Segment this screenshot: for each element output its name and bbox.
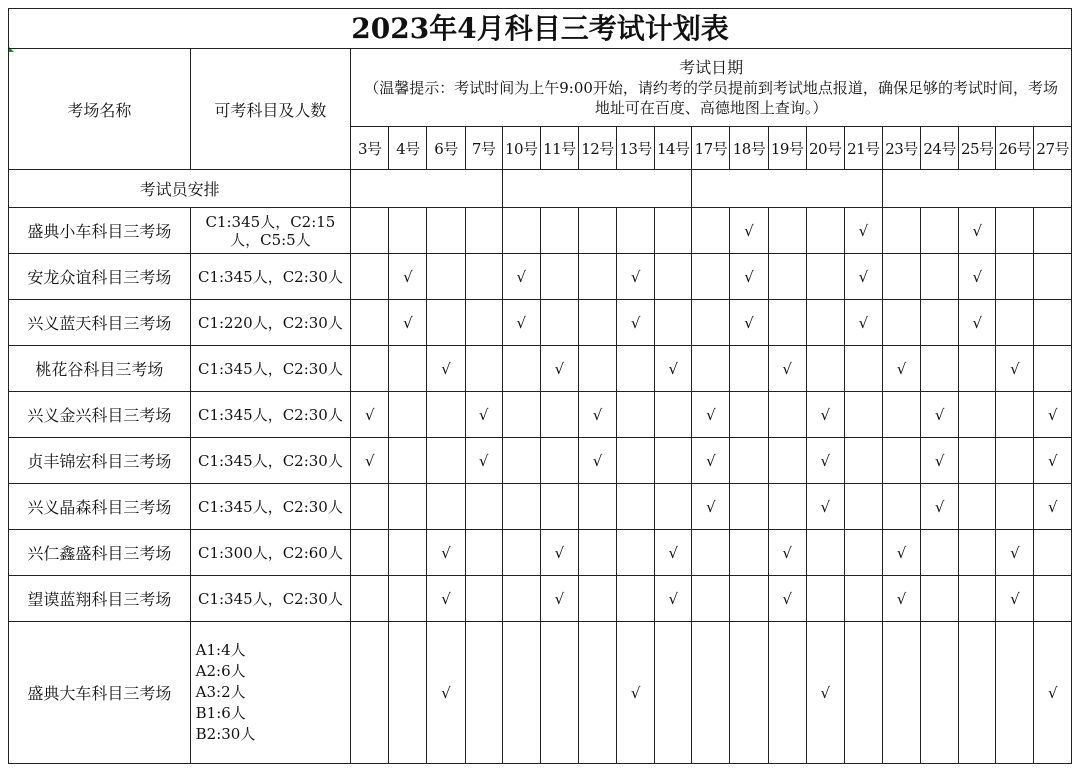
exam-day-empty [959, 576, 996, 622]
exam-day-empty [730, 346, 768, 392]
exam-day-check: √ [1034, 484, 1072, 530]
exam-day-check: √ [959, 208, 996, 254]
exam-day-check: √ [502, 300, 540, 346]
exam-day-empty [617, 208, 655, 254]
exam-day-check: √ [996, 576, 1034, 622]
exam-day-empty [427, 300, 465, 346]
exam-day-empty [844, 392, 882, 438]
exam-day-check: √ [540, 576, 578, 622]
exam-day-empty [465, 622, 502, 764]
exam-day-empty [692, 300, 730, 346]
exam-day-empty [540, 438, 578, 484]
exam-day-empty [692, 576, 730, 622]
exam-day-empty [806, 346, 844, 392]
exam-day-empty [730, 484, 768, 530]
exam-day-empty [806, 208, 844, 254]
exam-day-empty [502, 484, 540, 530]
exam-day-empty [655, 208, 692, 254]
exam-day-empty [465, 576, 502, 622]
exam-day-check: √ [1034, 622, 1072, 764]
exam-day-empty [996, 208, 1034, 254]
exam-day-empty [768, 438, 806, 484]
exam-day-empty [921, 530, 959, 576]
exam-day-check: √ [655, 346, 692, 392]
venue-name: 盛典大车科目三考场 [9, 622, 191, 764]
exam-day-empty [655, 392, 692, 438]
exam-day-empty [540, 622, 578, 764]
exam-day-empty [692, 254, 730, 300]
exam-day-empty [882, 622, 920, 764]
exam-day-check: √ [351, 438, 389, 484]
exam-day-check: √ [996, 530, 1034, 576]
exam-day-empty [806, 254, 844, 300]
exam-day-check: √ [730, 254, 768, 300]
exam-day-empty [882, 208, 920, 254]
exam-day-empty [1034, 300, 1072, 346]
venue-name: 兴义晶森科目三考场 [9, 484, 191, 530]
exam-day-empty [655, 622, 692, 764]
exam-day-check: √ [768, 576, 806, 622]
exam-day-empty [768, 392, 806, 438]
venue-row [9, 530, 1072, 576]
venue-row [9, 392, 1072, 438]
exam-day-empty [502, 392, 540, 438]
exam-day-empty [1034, 346, 1072, 392]
exam-day-check: √ [617, 622, 655, 764]
venue-name: 盛典小车科目三考场 [9, 208, 191, 254]
exam-day-check: √ [844, 300, 882, 346]
exam-day-empty [389, 576, 427, 622]
exam-day-empty [578, 346, 616, 392]
exam-day-empty [768, 300, 806, 346]
exam-day-empty [617, 392, 655, 438]
exam-day-empty [502, 346, 540, 392]
exam-day-empty [1034, 254, 1072, 300]
venue-name: 桃花谷科目三考场 [9, 346, 191, 392]
exam-day-empty [844, 576, 882, 622]
exam-day-empty [959, 392, 996, 438]
exam-date-title: 考试日期 [679, 57, 744, 77]
exam-day-empty [882, 438, 920, 484]
exam-day-empty [768, 622, 806, 764]
exam-day-empty [427, 208, 465, 254]
examiner-row-label: 考试员安排 [9, 170, 351, 208]
exam-day-empty [389, 346, 427, 392]
exam-day-empty [389, 484, 427, 530]
venue-name: 贞丰锦宏科目三考场 [9, 438, 191, 484]
venue-row [9, 484, 1072, 530]
exam-day-check: √ [540, 346, 578, 392]
venue-row [9, 576, 1072, 622]
venue-row [9, 300, 1072, 346]
examiner-cell [502, 170, 692, 208]
exam-day-empty [617, 438, 655, 484]
examiner-cell [882, 170, 1071, 208]
exam-day-check: √ [617, 254, 655, 300]
subject-column-header: 可考科目及人数 [190, 49, 351, 170]
exam-day-empty [502, 622, 540, 764]
venue-subjects: C1:345人，C2:30人 [190, 576, 351, 622]
day-header: 13号 [617, 127, 655, 170]
subject-line: B2:30人 [195, 725, 256, 743]
exam-day-check: √ [730, 208, 768, 254]
exam-day-empty [389, 438, 427, 484]
subject-line: B1:6人 [195, 704, 246, 722]
exam-day-empty [844, 484, 882, 530]
day-header: 25号 [959, 127, 996, 170]
exam-day-empty [465, 530, 502, 576]
exam-day-empty [844, 622, 882, 764]
exam-day-empty [844, 530, 882, 576]
exam-day-empty [844, 438, 882, 484]
venue-row [9, 208, 1072, 254]
exam-day-check: √ [1034, 392, 1072, 438]
exam-day-empty [768, 254, 806, 300]
exam-day-empty [578, 208, 616, 254]
exam-day-empty [351, 300, 389, 346]
venue-name: 安龙众谊科目三考场 [9, 254, 191, 300]
exam-day-empty [578, 484, 616, 530]
venue-subjects: C1:300人，C2:60人 [190, 530, 351, 576]
exam-day-empty [806, 576, 844, 622]
exam-day-empty [996, 392, 1034, 438]
day-header: 3号 [351, 127, 389, 170]
venue-name: 兴仁鑫盛科目三考场 [9, 530, 191, 576]
exam-day-empty [692, 346, 730, 392]
exam-day-empty [730, 576, 768, 622]
exam-day-check: √ [921, 484, 959, 530]
exam-day-empty [351, 576, 389, 622]
exam-day-empty [921, 254, 959, 300]
venue-name: 兴义蓝天科目三考场 [9, 300, 191, 346]
venue-subjects: C1:345人，C2:30人 [190, 484, 351, 530]
day-header: 10号 [502, 127, 540, 170]
exam-day-empty [959, 530, 996, 576]
exam-day-empty [540, 300, 578, 346]
exam-day-empty [389, 622, 427, 764]
exam-day-empty [465, 484, 502, 530]
exam-day-empty [540, 392, 578, 438]
exam-day-empty [730, 622, 768, 764]
day-header: 12号 [578, 127, 616, 170]
exam-day-empty [578, 530, 616, 576]
exam-day-check: √ [427, 530, 465, 576]
exam-day-check: √ [768, 530, 806, 576]
examiner-cell [351, 170, 503, 208]
exam-day-empty [578, 300, 616, 346]
exam-day-empty [921, 576, 959, 622]
exam-day-empty [959, 346, 996, 392]
exam-day-check: √ [882, 530, 920, 576]
exam-day-empty [578, 622, 616, 764]
exam-day-empty [1034, 576, 1072, 622]
exam-day-empty [502, 576, 540, 622]
examiner-cell [692, 170, 883, 208]
exam-day-check: √ [578, 392, 616, 438]
exam-day-check: √ [806, 622, 844, 764]
exam-day-check: √ [996, 346, 1034, 392]
venue-subjects: C1:345人，C2:30人 [190, 254, 351, 300]
exam-day-empty [692, 622, 730, 764]
day-header: 26号 [996, 127, 1034, 170]
exam-day-empty [351, 622, 389, 764]
exam-day-empty [540, 484, 578, 530]
exam-day-empty [351, 530, 389, 576]
exam-day-empty [959, 438, 996, 484]
exam-day-check: √ [921, 438, 959, 484]
exam-day-check: √ [617, 300, 655, 346]
exam-day-empty [389, 208, 427, 254]
exam-day-empty [768, 484, 806, 530]
venue-subjects [190, 622, 351, 764]
exam-day-empty [502, 438, 540, 484]
venue-subjects: C1:345人，C2:30人 [190, 438, 351, 484]
exam-day-check: √ [730, 300, 768, 346]
venue-row [9, 346, 1072, 392]
exam-day-check: √ [959, 254, 996, 300]
exam-day-empty [882, 300, 920, 346]
venue-name: 兴义金兴科目三考场 [9, 392, 191, 438]
exam-day-empty [806, 300, 844, 346]
exam-day-empty [882, 484, 920, 530]
exam-day-empty [655, 254, 692, 300]
exam-day-empty [921, 622, 959, 764]
exam-day-empty [996, 300, 1034, 346]
venue-subjects: C1:220人，C2:30人 [190, 300, 351, 346]
exam-day-check: √ [578, 438, 616, 484]
exam-day-check: √ [389, 300, 427, 346]
exam-day-empty [578, 576, 616, 622]
day-header: 18号 [730, 127, 768, 170]
exam-day-check: √ [1034, 438, 1072, 484]
day-header: 20号 [806, 127, 844, 170]
day-header: 24号 [921, 127, 959, 170]
exam-day-empty [844, 346, 882, 392]
exam-date-header [351, 49, 1072, 127]
exam-day-empty [655, 438, 692, 484]
subject-line: A1:4人 [195, 641, 246, 659]
day-header: 21号 [844, 127, 882, 170]
venue-column-header: 考场名称 [9, 49, 191, 170]
exam-day-empty [655, 484, 692, 530]
exam-day-empty [540, 208, 578, 254]
exam-day-check: √ [465, 438, 502, 484]
exam-schedule-table [8, 48, 1072, 764]
exam-day-empty [578, 254, 616, 300]
exam-day-empty [692, 530, 730, 576]
venue-subjects: C1:345人，C2:30人 [190, 392, 351, 438]
exam-day-empty [921, 346, 959, 392]
exam-day-check: √ [427, 622, 465, 764]
page-title: 2023年4月科目三考试计划表 [8, 8, 1072, 48]
day-header: 6号 [427, 127, 465, 170]
exam-day-empty [1034, 208, 1072, 254]
venue-row [9, 438, 1072, 484]
exam-day-check: √ [806, 392, 844, 438]
exam-day-empty [692, 208, 730, 254]
exam-day-empty [806, 530, 844, 576]
exam-day-check: √ [692, 392, 730, 438]
exam-day-empty [617, 530, 655, 576]
exam-day-empty [465, 300, 502, 346]
exam-day-empty [465, 254, 502, 300]
exam-day-check: √ [844, 254, 882, 300]
subject-line: A2:6人 [195, 662, 246, 680]
exam-day-empty [882, 254, 920, 300]
day-header: 27号 [1034, 127, 1072, 170]
exam-day-empty [540, 254, 578, 300]
day-header: 23号 [882, 127, 920, 170]
exam-date-hint: （温馨提示：考试时间为上午9:00开始，请约考的学员提前到考试地点报道，确保足够的考试时间，考场地址可在百度、高德地图上查询。） [364, 78, 1058, 117]
venue-row [9, 254, 1072, 300]
exam-day-empty [427, 254, 465, 300]
exam-day-empty [502, 208, 540, 254]
day-header: 7号 [465, 127, 502, 170]
exam-day-check: √ [882, 576, 920, 622]
exam-day-check: √ [921, 392, 959, 438]
venue-name: 望谟蓝翔科目三考场 [9, 576, 191, 622]
exam-day-check: √ [882, 346, 920, 392]
exam-day-empty [617, 346, 655, 392]
exam-day-empty [427, 438, 465, 484]
exam-day-empty [730, 392, 768, 438]
exam-day-check: √ [389, 254, 427, 300]
exam-day-empty [351, 208, 389, 254]
exam-day-check: √ [351, 392, 389, 438]
exam-day-empty [617, 576, 655, 622]
venue-row [9, 622, 1072, 764]
exam-day-empty [921, 208, 959, 254]
exam-day-empty [351, 254, 389, 300]
exam-day-empty [465, 346, 502, 392]
exam-day-check: √ [540, 530, 578, 576]
day-header: 4号 [389, 127, 427, 170]
exam-day-empty [427, 392, 465, 438]
exam-day-empty [959, 622, 996, 764]
exam-day-empty [351, 484, 389, 530]
exam-day-empty [996, 254, 1034, 300]
venue-subjects: C1:345人，C2:30人 [190, 346, 351, 392]
exam-day-empty [996, 484, 1034, 530]
exam-day-empty [959, 484, 996, 530]
exam-day-empty [617, 484, 655, 530]
day-header: 11号 [540, 127, 578, 170]
day-header: 14号 [655, 127, 692, 170]
exam-day-empty [389, 530, 427, 576]
exam-day-empty [921, 300, 959, 346]
venue-subjects: C1:345人，C2:15人，C5:5人 [190, 208, 351, 254]
exam-day-check: √ [768, 346, 806, 392]
exam-day-check: √ [806, 438, 844, 484]
exam-day-check: √ [692, 484, 730, 530]
exam-day-empty [655, 300, 692, 346]
exam-day-empty [882, 392, 920, 438]
exam-day-check: √ [806, 484, 844, 530]
exam-day-check: √ [692, 438, 730, 484]
exam-day-check: √ [655, 530, 692, 576]
exam-day-empty [502, 530, 540, 576]
exam-day-empty [1034, 530, 1072, 576]
exam-day-check: √ [427, 346, 465, 392]
exam-day-check: √ [465, 392, 502, 438]
exam-day-empty [351, 346, 389, 392]
exam-day-empty [730, 438, 768, 484]
exam-day-empty [427, 484, 465, 530]
exam-day-empty [996, 438, 1034, 484]
exam-day-empty [996, 622, 1034, 764]
day-header: 19号 [768, 127, 806, 170]
exam-day-empty [389, 392, 427, 438]
day-header: 17号 [692, 127, 730, 170]
exam-day-empty [465, 208, 502, 254]
subject-line: A3:2人 [195, 683, 246, 701]
exam-day-check: √ [655, 576, 692, 622]
exam-day-check: √ [959, 300, 996, 346]
exam-day-empty [768, 208, 806, 254]
exam-day-check: √ [502, 254, 540, 300]
exam-day-check: √ [427, 576, 465, 622]
exam-day-empty [730, 530, 768, 576]
exam-day-check: √ [844, 208, 882, 254]
